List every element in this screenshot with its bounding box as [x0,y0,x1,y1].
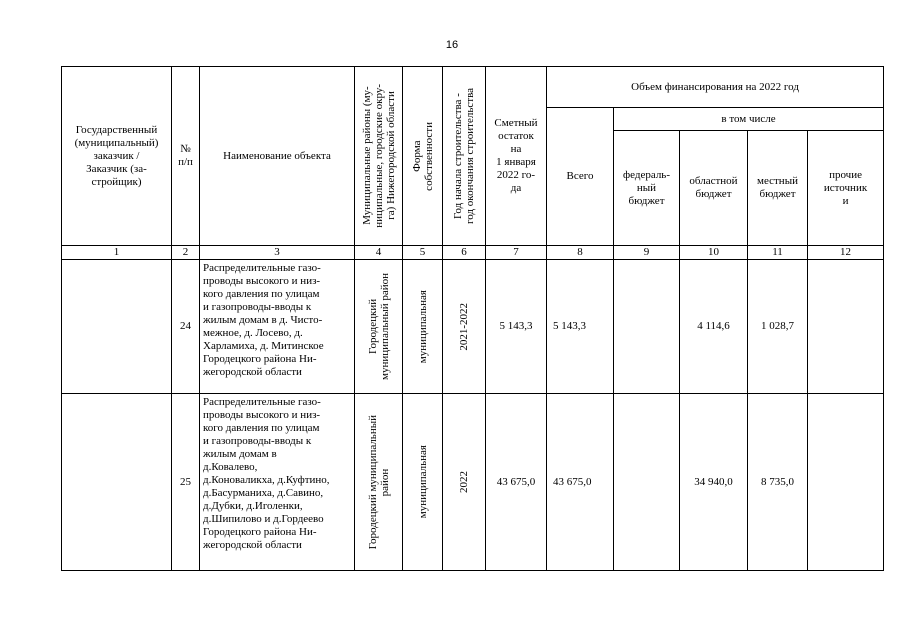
header-funding: Объем финансирования на 2022 год [547,67,884,108]
row-years: 2021-2022 [443,260,486,394]
row-num: 25 [172,394,200,571]
col-num: 2 [172,246,200,260]
col-num: 3 [200,246,355,260]
header-years: Год начала строительства - год окончания строительства [443,67,486,246]
header-other: прочие источник и [808,131,884,246]
row-other [808,394,884,571]
header-balance: Сметный остаток на 1 января 2022 го- да [486,67,547,246]
col-num: 5 [403,246,443,260]
financing-table [61,66,884,571]
row-ownership: муниципальная [403,260,443,394]
row-federal [614,394,680,571]
col-num: 6 [443,246,486,260]
row-balance: 5 143,3 [486,260,547,394]
header-num: № п/п [172,67,200,246]
row-federal [614,260,680,394]
header-object-name: Наименование объекта [200,67,355,246]
col-num: 7 [486,246,547,260]
col-num: 9 [614,246,680,260]
row-total: 43 675,0 [547,394,614,571]
row-num: 24 [172,260,200,394]
header-local: местный бюджет [748,131,808,246]
row-balance: 43 675,0 [486,394,547,571]
row-district: Городецкий муниципальный район [355,260,403,394]
row-customer [62,394,172,571]
header-customer: Государственный (муниципальный) заказчик / Заказчик (за- стройщик) [62,67,172,246]
row-local: 8 735,0 [748,394,808,571]
row-ownership: муниципальная [403,394,443,571]
col-num: 4 [355,246,403,260]
col-num: 11 [748,246,808,260]
table-row [62,260,884,394]
table-row [62,394,884,571]
row-object-name: Распределительные газо- проводы высокого и низ- кого давления по улицам и газопроводы-вводы к жилым домам в д. Чисто- межное, д. Лосево, д. Харламиха, д. Митинское Городецкого района Ни- жегородской области [200,260,355,394]
row-years: 2022 [443,394,486,571]
col-num: 12 [808,246,884,260]
page-number: 16 [445,39,459,51]
row-customer [62,260,172,394]
col-num: 10 [680,246,748,260]
row-regional: 34 940,0 [680,394,748,571]
row-local: 1 028,7 [748,260,808,394]
header-total: Всего [547,108,614,246]
column-numbers-row [62,246,884,260]
header-federal: федераль- ный бюджет [614,131,680,246]
row-total: 5 143,3 [547,260,614,394]
header-districts: Муниципальные районы (му- ниципальные, городские окру- га) Нижегородской области [355,67,403,246]
col-num: 8 [547,246,614,260]
row-object-name: Распределительные газо- проводы высокого и низ- кого давления по улицам и газопроводы-вводы к жилым домам в д.Ковалево, д.Коноваликха, д.Куфтино, д.Басурманиха, д.Савино, д.Дубки, д.Иголенки, д.Шипилово и д.Гордеево Городецкого района Ни- жегородской области [200,394,355,571]
header-ownership: Форма собственности [403,67,443,246]
header-regional: областной бюджет [680,131,748,246]
col-num: 1 [62,246,172,260]
row-district: Городецкий муниципальный район [355,394,403,571]
header-including: в том числе [614,108,884,131]
row-regional: 4 114,6 [680,260,748,394]
row-other [808,260,884,394]
